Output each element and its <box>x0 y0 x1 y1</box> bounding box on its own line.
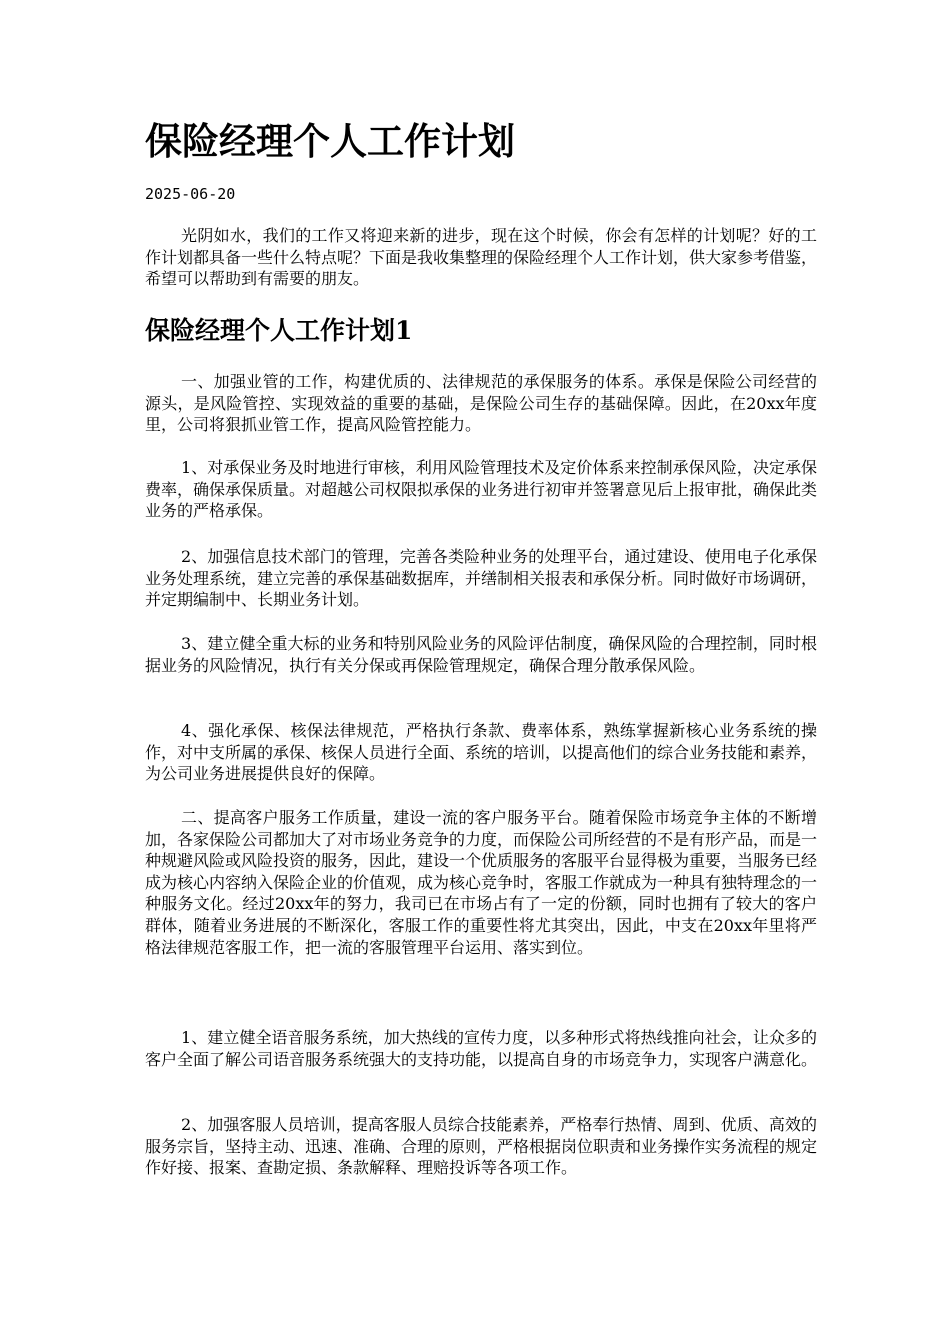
paragraph: 1、建立健全语音服务系统，加大热线的宣传力度，以多种形式将热线推向社会，让众多的客户全面了解公司语音服务系统强大的支持功能，以提高自身的市场竞争力，实现客户满意化。 <box>145 1028 818 1069</box>
paragraph: 3、建立健全重大标的业务和特别风险业务的风险评估制度，确保风险的合理控制，同时根据业务的风险情况，执行有关分保或再保险管理规定，确保合理分散承保风险。 <box>145 634 817 675</box>
document-date: 2025-06-20 <box>145 185 236 203</box>
intro-paragraph: 光阴如水，我们的工作又将迎来新的进步，现在这个时候，你会有怎样的计划呢？好的工作计划都具备一些什么特点呢？下面是我收集整理的保险经理个人工作计划，供大家参考借鉴，希望可以帮助到有需要的朋友。 <box>145 226 818 289</box>
paragraph: 2、加强客服人员培训，提高客服人员综合技能素养，严格奉行热情、周到、优质、高效的服务宗旨，坚持主动、迅速、准确、合理的原则，严格根据岗位职责和业务操作实务流程的规定作好接、报案、查勘定损、条款解释、理赔投诉等各项工作。 <box>145 1115 818 1178</box>
paragraph: 4、强化承保、核保法律规范，严格执行条款、费率体系，熟练掌握新核心业务系统的操作，对中支所属的承保、核保人员进行全面、系统的培训，以提高他们的综合业务技能和素养，为公司业务进展提供良好的保障。 <box>145 721 818 784</box>
paragraph: 一、加强业管的工作，构建优质的、法律规范的承保服务的体系。承保是保险公司经营的源头，是风险管控、实现效益的重要的基础，是保险公司生存的基础保障。因此，在20xx年度里，公司将狠抓业管工作，提高风险管控能力。 <box>145 372 817 435</box>
section-heading: 保险经理个人工作计划1 <box>145 316 413 345</box>
paragraph: 1、对承保业务及时地进行审核，利用风险管理技术及定价体系来控制承保风险，决定承保费率，确保承保质量。对超越公司权限拟承保的业务进行初审并签署意见后上报审批，确保此类业务的严格承保。 <box>145 458 818 521</box>
document-title: 保险经理个人工作计划 <box>145 119 515 163</box>
paragraph: 二、提高客户服务工作质量，建设一流的客户服务平台。随着保险市场竞争主体的不断增加，各家保险公司都加大了对市场业务竞争的力度，而保险公司所经营的不是有形产品，而是一种规避风险或风险投资的服务，因此，建设一个优质服务的客服平台显得极为重要，当服务已经成为核心内容纳入保险企业的价值观，成为核心竞争时，客服工作就成为一种具有独特理念的一种服务文化。经过20xx年的努力，我司已在市场占有了一定的份额，同时也拥有了较大的客户群体，随着业务进展的不断深化，客服工作的重要性将尤其突出，因此，中支在20xx年里将严格法律规范客服工作，把一流的客服管理平台运用、落实到位。 <box>145 808 818 957</box>
paragraph: 2、加强信息技术部门的管理，完善各类险种业务的处理平台，通过建设、使用电子化承保业务处理系统，建立完善的承保基础数据库，并缮制相关报表和承保分析。同时做好市场调研，并定期编制中、长期业务计划。 <box>145 547 818 610</box>
